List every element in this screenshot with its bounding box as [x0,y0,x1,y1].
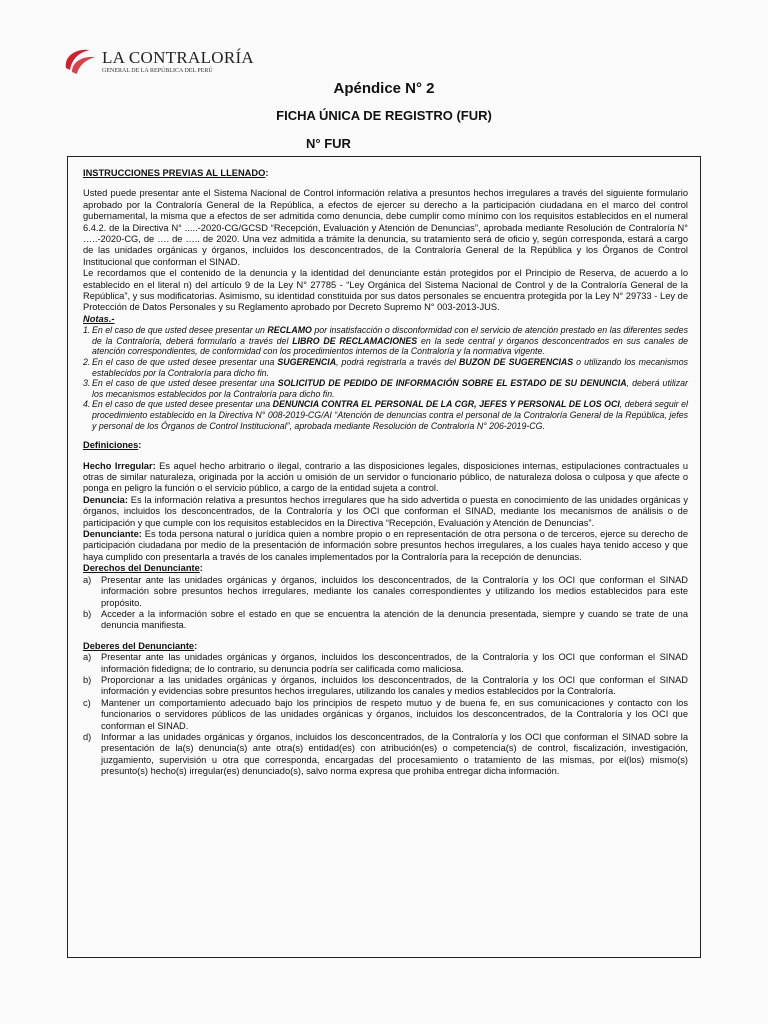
duties-heading: Deberes del Denunciante: [83,640,198,651]
definition-denunciante: Denunciante: Es toda persona natural o jurídica quien a nombre propio o en representación de otra persona o de terceros, ejerce su derecho de participación ciudadana por medio de la presentación de información sobre presuntos hechos irregulares, a los cuales haya tenido acceso y que haya cumplido con presentarla a través de los canales implementados por la Contraloría para la recepción de denuncias. [83,529,688,562]
list-item: 1. En el caso de que usted desee presentar un RECLAMO por insatisfacción o disconformidad con el servicio de atención prestado en las diferentes sedes de la Contraloría, deberá formularlo a través del LIBRO DE RECLAMACIONES en la sede central y órganos desconcentrados en sus canales de atención correspondientes, de conformidad con los procedimientos internos de la Contraloría y la normativa vigente. [83,325,689,357]
list-item: c) Mantener un comportamiento adecuado bajo los principios de respeto mutuo y de buena fe, en sus comunicaciones y contacto con los funcionarios o servidores públicos de las unidades orgánicas y órganos, incluidos los desconcentrados, de la Contraloría y los OCI que conforman el SINAD. [83,697,688,731]
notes-heading: Notas.- [83,313,115,324]
form-title: FICHA ÚNICA DE REGISTRO (FUR) [276,108,492,123]
contraloria-emblem-icon [62,46,98,76]
list-item: a) Presentar ante las unidades orgánicas y órganos, incluidos los desconcentrados, de la Contraloría y los OCI que conforman el SINAD información fidedigna; de lo contrario, su denuncia podría ser calificada como maliciosa. [83,652,688,674]
definition-denuncia: Denuncia: Es la información relativa a presuntos hechos irregulares que ha sido advertida o puesta en conocimiento de las unidades orgánicas y órganos, incluidos los desconcentrados, de la Contraloría y los OCI que conforman el SINAD, mediante los mecanismos de análisis o de participación y que cumple con los requisitos establecidos en la Directiva “Recepción, Evaluación y Atención de Denuncias”. [83,494,688,528]
appendix-title: Apéndice N° 2 [333,80,435,97]
list-item: 4. En el caso de que usted desee presentar una DENUNCIA CONTRA EL PERSONAL DE LA CGR, JEFES Y PERSONAL DE LOS OCI, deberá seguir el procedimiento establecido en la Directiva N° 008-2019-CG/AI “Atención de denuncias contra el personal de la Contraloría General de la República, jefes y personal de los Órganos de Control Institucional”, aprobada mediante Resolución de Contraloría N° 206-2019-CG. [83,399,688,431]
duties-list [83,652,688,777]
rights-heading: Derechos del Denunciante: [83,563,203,574]
list-item: 3. En el caso de que usted desee presentar una SOLICITUD DE PEDIDO DE INFORMACIÓN SOBRE EL ESTADO DE SU DENUNCIA, deberá utilizar los mecanismos establecidos por la Contraloría para dicho fin. [83,378,688,399]
instructions-heading: INSTRUCCIONES PREVIAS AL LLENADO: [83,168,269,178]
list-item: d) Informar a las unidades orgánicas y órganos, incluidos los desconcentrados, de la Contraloría y los OCI que conforman el SINAD sobre la presentación de la(s) denuncia(s) ante otra(s) entidad(es) con atribución(es) o competencia(s) de control, fiscalización, investigación, juzgamiento, supervisión u otra que corresponda, encargadas del procesamiento o tratamiento de las mismas, por el(los) mismo(s) presunto(s) hecho(s) irregular(es) denunciado(s), salvo norma expresa que prohiba entregar dicha información. [83,731,688,777]
fur-number-label: N° FUR [306,136,351,151]
list-item: b) Proporcionar a las unidades orgánicas y órganos, incluidos los desconcentrados, de la Contraloría y los OCI que conforman el SINAD información y evidencias sobre presuntos hechos irregulares, utilizando los canales y medios establecidos por la Contraloría. [83,674,688,697]
instructions-paragraph-1: Usted puede presentar ante el Sistema Nacional de Control información relativa a presuntos hechos irregulares a través del siguiente formulario aprobado por la Contraloría General de la República, a efectos de ejercer su derecho a la participación ciudadana en el marco del control gubernamental, la misma que a efectos de ser admitida como denuncia, debe cumplir como mínimo con los requisitos establecidos en el numeral 6.4.2. de la Directiva N° .....-2020-CG/GCSD “Recepción, Evaluación y Atención de Denuncias”, aprobada mediante Resolución de Contraloría N° …..-2020-CG, de …. de ….. de 2020. Una vez admitida a trámite la denuncia, su tratamiento será de oficio y, según corresponda, estará a cargo de las unidades orgánicas y órganos, incluidos los desconcentrados, de la Contraloría General de la República y los Órganos de Control Institucional que conforman el SINAD. [83,188,688,267]
definitions-heading: Definiciones: [83,440,142,451]
notes-list [83,325,688,431]
list-item: b) Acceder a la información sobre el estado en que se encuentra la atención de la denuncia presentada, siempre y cuando se trate de una denuncia manifiesta. [83,608,688,631]
instructions-paragraph-2: Le recordamos que el contenido de la denuncia y la identidad del denunciante están protegidos por el Principio de Reserva, de acuerdo a lo establecido en el literal n) del artículo 9 de la Ley N° 27785 - “Ley Orgánica del Sistema Nacional de Control y de la Contraloría General de la República”, y sus modificatorias. Asimismo, su identidad constituida por sus datos personales se encuentra protegida por la Ley N° 29733 - Ley de Protección de Datos Personales y su Reglamento aprobado por Decreto Supremo N° 003-2013-JUS. [83,268,688,313]
rights-list [83,575,688,632]
logo-name: LA CONTRALORÍA [102,48,255,67]
definition-hecho-irregular: Hecho Irregular: Es aquel hecho arbitrario o ilegal, contrario a las disposiciones legales, disposiciones internas, estipulaciones contractuales u otras de similar naturaleza, originada por la acción u omisión de un servidor o funcionario público, de naturaleza dolosa o culposa y que afecte o ponga en peligro la función o el servicio público, a cargo de la entidad sujeta a control. [83,460,688,494]
list-item: 2. En el caso de que usted desee presentar una SUGERENCIA, podrá registrarla a través del BUZON DE SUGERENCIAS o utilizando los mecanismos establecidos por la Contraloría para dicho fin. [83,357,688,378]
instructions-content [83,168,688,787]
list-item: a) Presentar ante las unidades orgánicas y órganos, incluidos los desconcentrados, de la Contraloría y los OCI que conforman el SINAD información sobre presuntos hechos irregulares, mediante los canales correspondientes y utilizando los medios establecidos para este propósito. [83,574,688,608]
contraloria-logo [62,46,272,78]
logo-subtitle: GENERAL DE LA REPÚBLICA DEL PERÚ [102,68,213,74]
